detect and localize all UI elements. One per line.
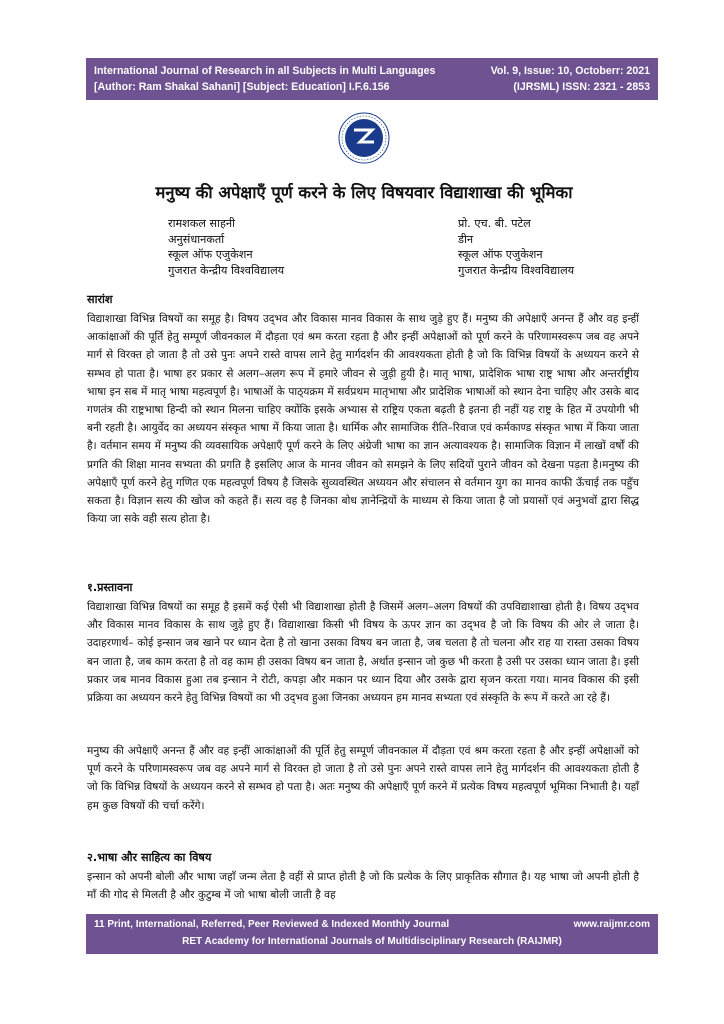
author-school: स्कूल ऑफ एजुकेशन: [458, 248, 543, 261]
section-1-heading: १.प्रस्तावना: [87, 581, 133, 594]
volume-info: Vol. 9, Issue: 10, Octoberr: 2021: [490, 65, 650, 77]
author-university: गुजरात केन्द्रीय विश्वविद्यालय: [168, 263, 285, 277]
issn-info: (IJRSML) ISSN: 2321 - 2853: [513, 81, 650, 93]
section-1-paragraph-2: मनुष्य की अपेक्षाएँ अनन्त हैं और वह इन्हीं आकांक्षाओं की पूर्ति हेतु सम्पूर्ण जीवनकाल में दौड़ता एवं श्रम करता रहता है और इन्हीं अपेक्षाओं को पूर्ण करने के परिणामस्वरूप जब वह अपने मार्ग से विरक्त हो जाता है तो उसे पुनः अपने रास्ते वापस लाने हेतु मार्गदर्शन की आवश्यकता होती है जो कि विभिन्न विषयों के अध्ययन करने से सम्भव हो पता है। अतः मनुष्य की अपेक्षाएँ पूर्ण करने में प्रत्येक विषय महत्वपूर्ण भूमिका निभाती है। यहाँ हम कुछ विषयों की चर्चा करेंगे।: [87, 745, 640, 812]
article-meta: [Author: Ram Shakal Sahani] [Subject: Education] I.F.6.156: [94, 81, 390, 93]
author-role: अनुसंधानकर्ता: [168, 232, 225, 246]
author-left-block: [168, 216, 284, 278]
author-name: रामशकल साहनी: [168, 217, 236, 230]
author-role: डीन: [458, 232, 474, 246]
section-1-paragraph-1: विद्याशाखा विभिन्न विषयों का समूह है इसमें कई ऐसी भी विद्याशाखा होती है जिसमें अलग–अलग विषयों की उपविद्याशाखा होती है। विषय उद्‌भव और विकास मानव विकास के साथ जुड़े हुए हैं। विद्याशाखा किसी भी विषय के ऊपर ज्ञान का उद्‌भव है जो कि विषय की ओर ले जाता है। उदाहरणार्थ– कोई इन्सान जब खाने पर ध्यान देता है तो खाना उसका विषय बन जाता है, जब चलता है तो चलना और राह या रास्ता उसका विषय बन जाता है, जब काम करता है तो वह काम ही उसका विषय बन जाता है, अर्थात इन्सान जो कुछ भी करता है उसी पर उसका ध्यान जाता है। इसी प्रकार जब मानव विकास हुआ तब इन्सान ने रोटी, कपड़ा और मकान पर ध्यान दिया और उसके द्वारा सृजन करता गया। मानव विकास की इसी प्रक्रिया का अध्ययन करने हेतु विभिन्न विषयों का भी उद्‌भव हुआ जिनका अध्ययन हम मानव सभ्यता एवं संस्कृति के रूप में करते आ रहे हैं।: [87, 601, 639, 705]
section-2-heading: २.भाषा और साहित्य का विषय: [87, 851, 212, 864]
section-1-body-2: [87, 742, 639, 815]
footer-left: [94, 916, 449, 934]
author-name: प्रो. एच. बी. पटेल: [458, 217, 531, 230]
raijmr-logo-icon: [338, 112, 390, 164]
journal-description: Print, International, Referred, Peer Reviewed & Indexed Monthly Journal: [107, 919, 450, 930]
author-right-block: [458, 216, 574, 278]
journal-name: International Journal of Research in all Subjects in Multi Languages: [94, 65, 436, 77]
paper-title: मनुष्य की अपेक्षाएँ पूर्ण करने के लिए विषयवार विद्याशाखा की भूमिका: [155, 183, 573, 202]
abstract-heading: सारांश: [87, 293, 113, 306]
section-1-body: [87, 598, 639, 707]
abstract-text: [87, 310, 639, 528]
page-number: 11: [94, 919, 105, 930]
author-university: गुजरात केन्द्रीय विश्वविद्यालय: [458, 263, 575, 277]
section-2-paragraph-1: इन्सान को अपनी बोली और भाषा जहाँ जन्म लेता है वहीं से प्राप्त होती है जो कि प्रत्येक के लिए प्राकृतिक सौगात है। यह भाषा जो अपनी होती है माँ की गोद से मिलती है और कुटुम्ब में जो भाषा बोली जाती है वह: [87, 871, 639, 902]
journal-header: [86, 58, 658, 100]
journal-url[interactable]: www.raijmr.com: [573, 919, 650, 930]
publisher-name: RET Academy for International Journals of Multidisciplinary Research (RAIJMR): [182, 936, 562, 947]
abstract-paragraph: विद्याशाखा विभिन्न विषयों का समूह है। विषय उद्‌भव और विकास मानव विकास के साथ जुड़े हुए हैं। मनुष्य की अपेक्षाएँ अनन्त हैं और वह इन्हीं आकांक्षाओं की पूर्ति हेतु सम्पूर्ण जीवनकाल में दौड़ता एवं श्रम करता रहता है और इन्हीं अपेक्षाओं को पूर्ण करने के परिणामस्वरूप जब वह अपने मार्ग से विरक्त हो जाता है तो उसे पुनः अपने रास्ते वापस लाने हेतु मार्गदर्शन की आवश्यकता होती है जो कि विभिन्न विषयों के अध्ययन करने से सम्भव हो पाता है। भाषा हर प्रकार से अलग–अलग रूप में हमारे जीवन से जुड़ी हुयी है। मातृ भाषा, प्रादेशिक भाषा राष्ट्र भाषा और अन्तर्राष्ट्रीय भाषा इन सब में मातृ भाषा महत्वपूर्ण है। भाषाओं के पाठ्‌यक्रम में सर्वप्रथम मातृभाषा और प्रादेशिक भाषाओं को स्थान देना चाहिए और उसके बाद गणतंत्र की राष्ट्रभाषा हिन्दी को स्थान मिलना चाहिए क्योंकि इसके अभ्यास से राष्ट्रिय एकता बढ़ती है इतना ही नहीं यह राष्ट्र के हित में उपयोगी भी बनी रहती है। आयुर्वेद का अध्ययन संस्कृत भाषा में किया जाता है। धार्मिक और सामाजिक रीति–रिवाज एवं कर्मकाण्ड संस्कृत भाषा में किया जाता है। वर्तमान समय में मनुष्य की व्यवसायिक अपेक्षाएँ पूर्ण करने के लिए अंग्रेजी भाषा का ज्ञान अत्यावश्यक है। सामाजिक विज्ञान में लाखों वर्षों की प्रगति की शिक्षा मानव सभ्यता की प्रगति है इसलिए आज के मानव जीवन को समझने के लिए सदियों पुराने जीवन को देखना पड़ता है।मनुष्य की अपेक्षाएँ पूर्ण करने हेतु गणित एक महत्वपूर्ण विषय है जिसके सुव्यवस्थित अध्ययन और संचालन से वर्तमान युग का मानव काफी ऊँचाई तक पहुँच सकता है। विज्ञान सत्य की खोज को कहते हैं। सत्य वह है जिनका बोध ज्ञानेन्द्रियों के माध्यम से किया जाता है जो प्रयासों एवं अनुभवों द्वारा सिद्ध किया जा सके वही सत्य होता है।: [87, 313, 639, 526]
section-2-body: [87, 868, 639, 904]
journal-footer: [86, 914, 658, 954]
author-school: स्कूल ऑफ एजुकेशन: [168, 248, 253, 261]
